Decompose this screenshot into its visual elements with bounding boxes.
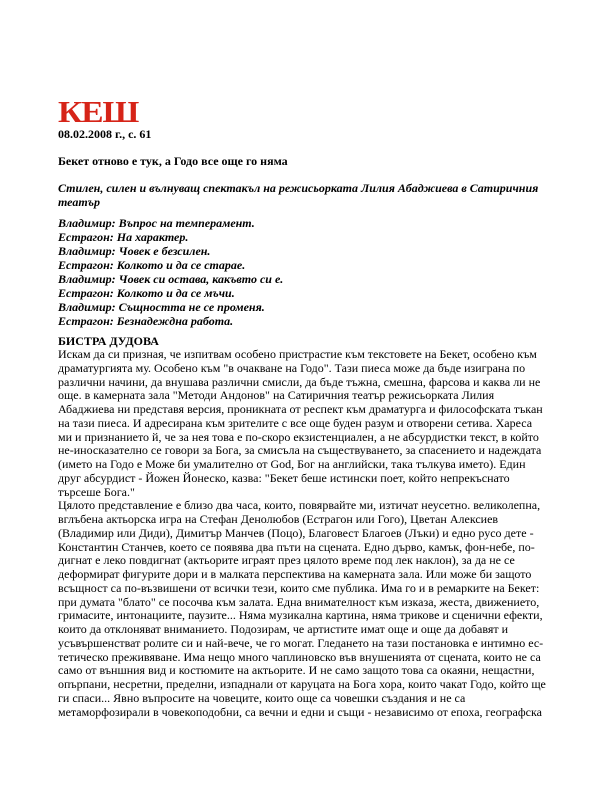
article-subtitle: Стилен, силен и вълнуващ спектакъл на режисьорката Лилия Абаджиева в Сатиричния театър (58, 181, 539, 209)
date-page-info: 08.02.2008 г., с. 61 (58, 127, 152, 141)
article-body (58, 348, 548, 719)
dialogue-line: Естрагон: Колкото и да се мъчи. (58, 286, 235, 300)
dialogue-line: Естрагон: На характер. (58, 230, 189, 244)
publication-logo: КЕШ (58, 94, 139, 129)
dialogue-line: Владимир: Човек си остава, какъвто си е. (58, 272, 284, 286)
body-paragraph: Цялото представление е близо два часа, които, повярвайте ми, изтичат неусетно. великолепна, вглъбена актьорска игра на Стефан Денолюбов (Естрагон или Гого), Цветан Алексиев (Владимир или Диди), Димитър Манчев (Поцо), Благовест Благоев (Лъки) и едно русо дете - Константин Станчев, което се появява два пъти на сцената. Едно дърво, камък, фон-небе, по-дигнат е леко повдигнат (актьорите играят през цялото време под лек наклон), за да не се деформират фигурите дори и в малката перспектива на камерната зала. Или може би защото всъщност са по-възвишени от всички тези, които сме публика. Има го и в ремарките на Бекет: при думата "блато" се посочва към залата. Една внимателност към изказа, жеста, движението, гримасите, интонациите, паузите... Няма музикална картина, няма трикове и сценични ефекти, които да отклоняват вниманието. Подозирам, че артистите имат още и още да добавят и усъвършенстват ролите си и най-вече, че го могат. Гледането на тази постановка е интимно ес-тетическо преживяване. Има нещо много чаплиновско във внушенията от сцената, които не са само от външния вид и костюмите на актьорите. И не само защото това са окаяни, нещастни, опърпани, несретни, пределни, изпаднали от каруцата на Бога хора, които чакат Годо, който ще ги спаси... Явно въпросите на човеците, които още са човешки създания и не са метаморфозирали в човекоподобни, са вечни и едни и същи - независимо от епоха, географска (58, 498, 546, 719)
dialogue-line: Естрагон: Безнадеждна работа. (58, 314, 234, 328)
article-author: БИСТРА ДУДОВА (58, 334, 159, 348)
dialogue-line: Владимир: Същността не се променя. (58, 300, 265, 314)
dialogue-line: Владимир: Човек е безсилен. (58, 244, 211, 258)
epigraph-dialogue (58, 216, 283, 328)
body-paragraph: Искам да си призная, че изпитвам особено пристрастие към текстовете на Бекет, особено към драматургията му. Особено към "в очакване на Годо". Тази пиеса може да бъде изиграна по различни начини, да внушава различни смисли, да бъде тъжна, смешна, фарсова и каква ли не още. в камерната зала "Методи Андонов" на Сатиричния театър режисьорката Лилия Абаджиева ни представя версия, проникната от респект към драматурга и философската тъкан на тази пиеса. И адресирана към зрителите с все още буден разум и отворени сетива. Хареса ми и признанието й, че за нея това е по-скоро екзистенциален, а не абсурдистки текст, в който не-иносказателно се говори за Бога, за смисъла на съществуването, за спасението и надеждата (името на Годо е Може би умалително от God, Бог на английски, така тълкува името). Един друг абсурдист - Йожен Йонеско, казва: "Бекет беше истински поет, който непрекъснато търсеше Бога." (58, 347, 543, 499)
dialogue-line: Естрагон: Колкото и да се старае. (58, 258, 246, 272)
dialogue-line: Владимир: Въпрос на темперамент. (58, 216, 255, 230)
article-headline: Бекет отново е тук, а Годо все още го няма (58, 154, 288, 168)
